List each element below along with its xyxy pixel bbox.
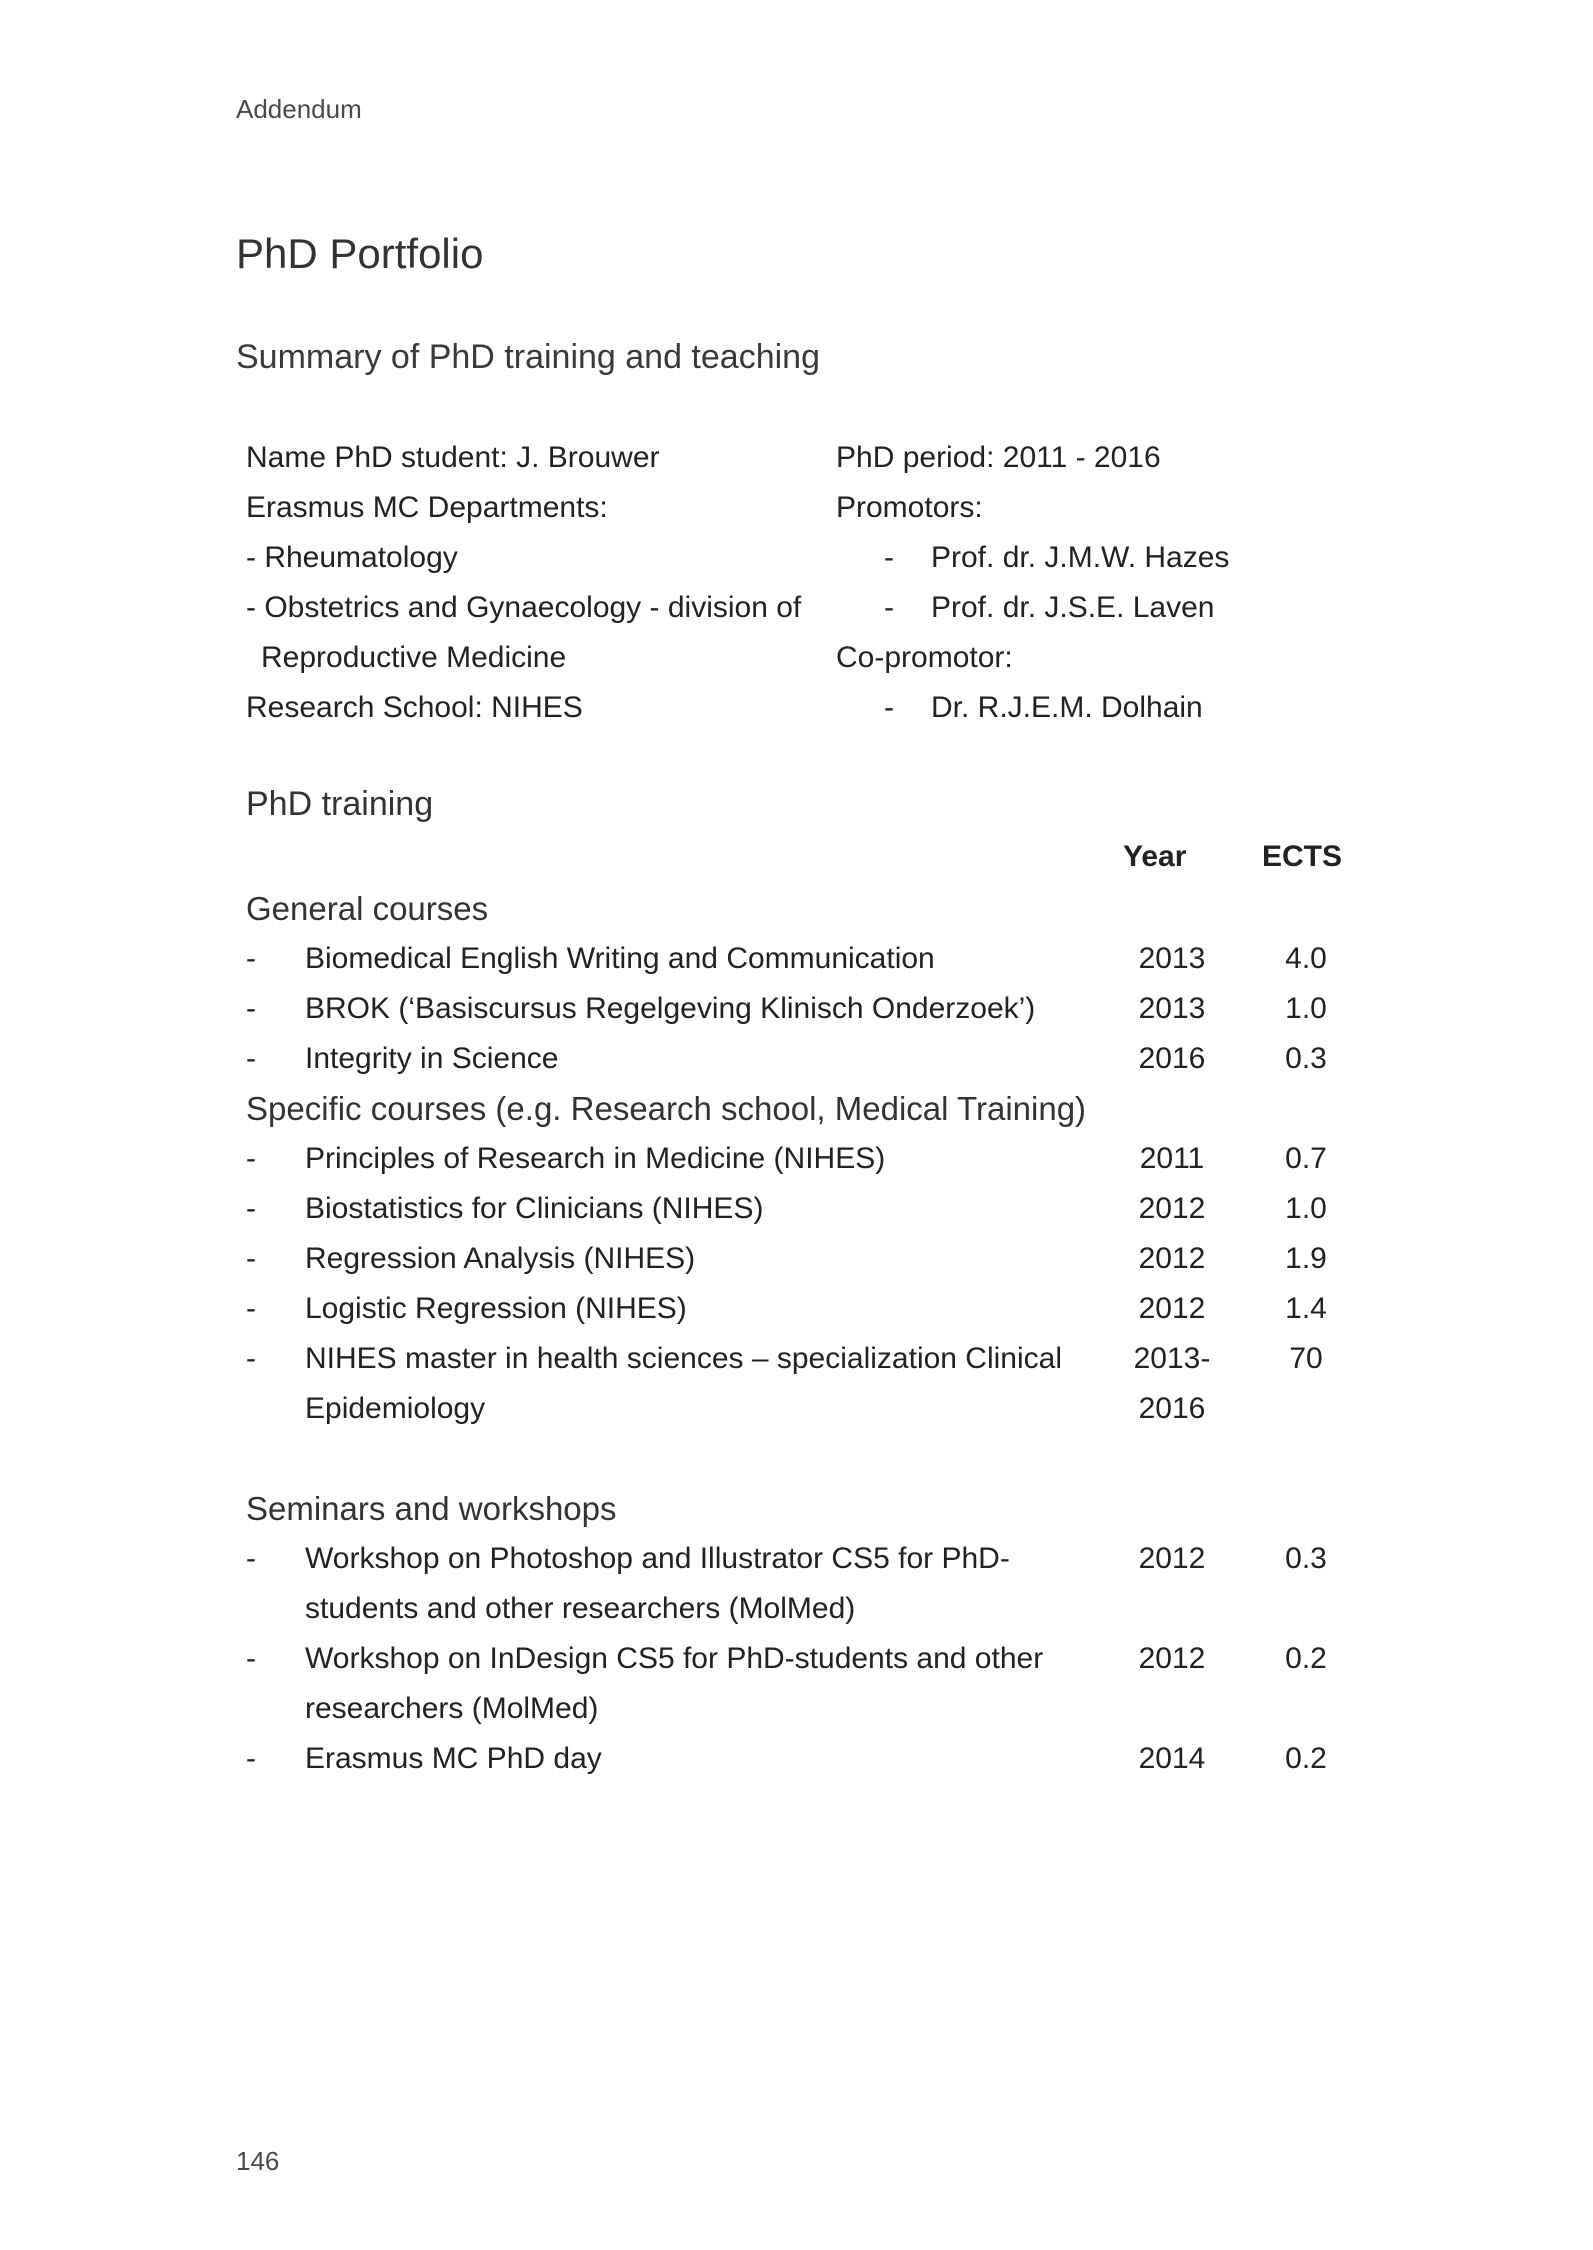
departments-label: Erasmus MC Departments: xyxy=(246,491,608,524)
course-ects: 1.4 xyxy=(1285,1292,1327,1325)
promotor-item xyxy=(836,583,1229,633)
training-title: PhD training xyxy=(246,785,434,823)
list-dash: - xyxy=(246,1542,256,1575)
copromotor-label: Co-promotor: xyxy=(836,641,1013,674)
column-header-year: Year xyxy=(1123,840,1187,873)
promotor-item xyxy=(836,533,1229,583)
course-description: Biomedical English Writing and Communication xyxy=(305,942,935,975)
course-ects: 0.3 xyxy=(1285,1542,1327,1575)
course-year xyxy=(1120,1334,1224,1434)
list-dash: - xyxy=(246,1292,256,1325)
list-dash: - xyxy=(246,1142,256,1175)
course-description: Workshop on Photoshop and Illustrator CS5 for PhD-students and other researchers (MolMed) xyxy=(305,1542,1010,1625)
promotor-name: Prof. dr. J.M.W. Hazes xyxy=(931,541,1230,574)
course-ects: 0.2 xyxy=(1285,1642,1327,1675)
research-school: Research School: NIHES xyxy=(246,691,583,724)
table-row xyxy=(246,1234,1366,1284)
course-year: 2016 xyxy=(1138,1042,1206,1075)
list-dash: - xyxy=(246,1042,256,1075)
list-dash: - xyxy=(246,1242,256,1275)
course-year: 2011 xyxy=(1139,1142,1205,1175)
course-year: 2012 xyxy=(1138,1542,1206,1575)
course-ects: 0.7 xyxy=(1285,1142,1327,1175)
course-year-line: 2016 xyxy=(1138,1392,1206,1425)
course-year: 2013 xyxy=(1138,942,1206,975)
course-description: Regression Analysis (NIHES) xyxy=(305,1242,696,1275)
promotors-label: Promotors: xyxy=(836,491,983,524)
department-obstetrics-line2: Reproductive Medicine xyxy=(261,641,567,674)
course-year: 2013 xyxy=(1138,992,1206,1025)
page-title: PhD Portfolio xyxy=(236,230,484,277)
seminars-title: Seminars and workshops xyxy=(246,1490,617,1527)
course-description: Workshop on InDesign CS5 for PhD-students and other researchers (MolMed) xyxy=(305,1642,1044,1725)
list-dash: - xyxy=(246,942,256,975)
list-dash: - xyxy=(246,1192,256,1225)
department-obstetrics-line1: - Obstetrics and Gynaecology - division of xyxy=(246,591,802,624)
student-info-left xyxy=(246,433,801,733)
section-title: Summary of PhD training and teaching xyxy=(236,338,820,376)
course-description: Principles of Research in Medicine (NIHES) xyxy=(305,1142,886,1175)
course-ects: 70 xyxy=(1289,1342,1323,1375)
course-year: 2012 xyxy=(1138,1192,1206,1225)
list-dash: - xyxy=(884,541,894,574)
student-info-right xyxy=(836,433,1229,733)
list-dash: - xyxy=(884,691,894,724)
course-year: 2012 xyxy=(1138,1292,1206,1325)
course-description: Biostatistics for Clinicians (NIHES) xyxy=(305,1192,764,1225)
phd-period: PhD period: 2011 - 2016 xyxy=(836,441,1161,474)
course-description: Erasmus MC PhD day xyxy=(305,1742,602,1775)
table-row xyxy=(246,1034,1366,1084)
table-row xyxy=(246,1184,1366,1234)
course-year-line: 2013- xyxy=(1133,1342,1211,1375)
course-description: NIHES master in health sciences – specialization Clinical Epidemiology xyxy=(305,1342,1063,1425)
general-courses-title: General courses xyxy=(246,890,489,927)
table-row xyxy=(246,984,1366,1034)
course-ects: 0.3 xyxy=(1285,1042,1327,1075)
course-year: 2014 xyxy=(1138,1742,1206,1775)
copromotor-name: Dr. R.J.E.M. Dolhain xyxy=(931,691,1203,724)
training-list xyxy=(246,884,1366,1784)
course-year: 2012 xyxy=(1138,1242,1206,1275)
course-ects: 4.0 xyxy=(1285,942,1327,975)
course-ects: 1.0 xyxy=(1285,1192,1327,1225)
table-row xyxy=(246,934,1366,984)
course-ects: 1.9 xyxy=(1285,1242,1327,1275)
list-dash: - xyxy=(246,1742,256,1775)
specific-courses-title: Specific courses (e.g. Research school, Medical Training) xyxy=(246,1090,1087,1127)
list-dash: - xyxy=(246,992,256,1025)
page-number: 146 xyxy=(236,2146,280,2176)
department-rheumatology: - Rheumatology xyxy=(246,541,458,574)
column-header-ects: ECTS xyxy=(1262,840,1343,873)
running-header: Addendum xyxy=(236,94,362,124)
list-dash: - xyxy=(246,1342,256,1375)
table-row xyxy=(246,1334,1366,1434)
table-row xyxy=(246,1134,1366,1184)
course-description: Integrity in Science xyxy=(305,1042,559,1075)
course-year: 2012 xyxy=(1138,1642,1206,1675)
table-row xyxy=(246,1284,1366,1334)
student-name: Name PhD student: J. Brouwer xyxy=(246,441,660,474)
table-row xyxy=(246,1734,1366,1784)
course-ects: 0.2 xyxy=(1285,1742,1327,1775)
copromotor-item xyxy=(836,683,1229,733)
table-row xyxy=(246,1634,1366,1734)
spacer xyxy=(246,1434,1366,1484)
promotor-name: Prof. dr. J.S.E. Laven xyxy=(931,591,1215,624)
list-dash: - xyxy=(246,1642,256,1675)
course-description: BROK (‘Basiscursus Regelgeving Klinisch Onderzoek’) xyxy=(305,992,1036,1025)
list-dash: - xyxy=(884,591,894,624)
course-description: Logistic Regression (NIHES) xyxy=(305,1292,687,1325)
course-ects: 1.0 xyxy=(1285,992,1327,1025)
table-row xyxy=(246,1534,1366,1634)
